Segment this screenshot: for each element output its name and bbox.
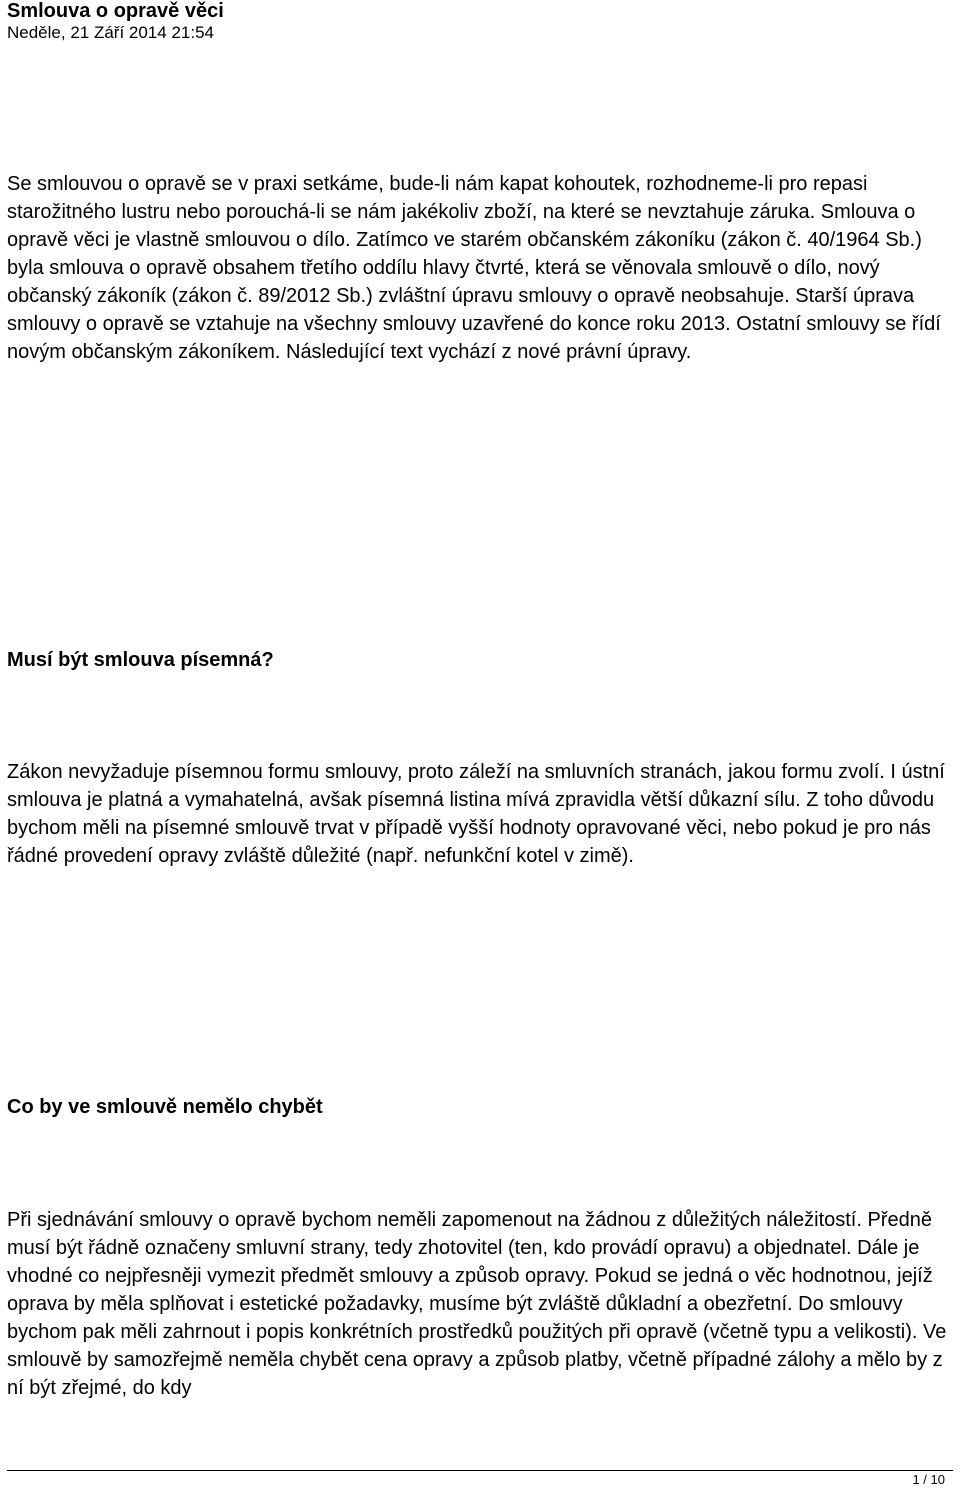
footer-divider [7,1470,953,1471]
document-date: Neděle, 21 Září 2014 21:54 [7,23,214,42]
document-header [7,0,953,43]
contract-requirements-paragraph: Při sjednávání smlouvy o opravě bychom neměli zapomenout na žádnou z důležitých náležitostí. Předně musí být řádně označeny smluvní strany, tedy zhotovitel (ten, kdo provádí opravu) a objednatel. Dále je vhodné co nejpřesněji vymezit předmět smlouvy a způsob opravy. Pokud se jedná o věc hodnotnou, jejíž oprava by měla splňovat i estetické požadavky, musíme být zvláště důkladní a obezřetní. Do smlouvy bychom pak měli zahrnout i popis konkrétních prostředků použitých při opravě (včetně typu a velikosti). Ve smlouvě by samozřejmě neměla chybět cena opravy a způsob platby, včetně případné zálohy a mělo by z ní být zřejmé, do kdy [7,1209,947,1399]
section-heading-contract-requirements: Co by ve smlouvě nemělo chybět [7,1096,323,1118]
section-heading-written-form: Musí být smlouva písemná? [7,649,274,671]
page-number: 1 / 10 [912,1472,945,1487]
document-title: Smlouva o opravě věci [7,0,224,22]
intro-paragraph: Se smlouvou o opravě se v praxi setkáme, bude-li nám kapat kohoutek, rozhodneme-li pro repasi starožitného lustru nebo porouchá-li se nám jakékoliv zboží, na které se nevztahuje záruka. Smlouva o opravě věci je vlastně smlouvou o dílo. Zatímco ve starém občanském zákoníku (zákon č. 40/1964 Sb.) byla smlouva o opravě obsahem třetího oddílu hlavy čtvrté, která se věnovala smlouvě o dílo, nový občanský zákoník (zákon č. 89/2012 Sb.) zvláštní úpravu smlouvy o opravě neobsahuje. Starší úprava smlouvy o opravě se vztahuje na všechny smlouvy uzavřené do konce roku 2013. Ostatní smlouvy se řídí novým občanským zákoníkem. Následující text vychází z nové právní úpravy. [7,173,941,363]
written-form-paragraph: Zákon nevyžaduje písemnou formu smlouvy, proto záleží na smluvních stranách, jakou formu zvolí. I ústní smlouva je platná a vymahatelná, avšak písemná listina mívá zpravidla větší důkazní sílu. Z toho důvodu bychom měli na písemné smlouvě trvat v případě vyšší hodnoty opravované věci, nebo pokud je pro nás řádné provedení opravy zvláště důležité (např. nefunkční kotel v zimě). [7,761,945,867]
